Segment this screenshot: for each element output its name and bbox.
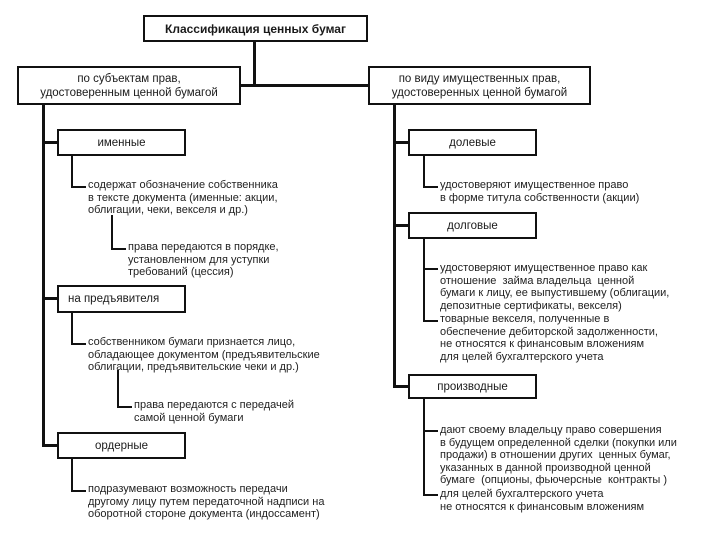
connector bbox=[111, 215, 113, 250]
connector bbox=[71, 458, 73, 492]
connector bbox=[42, 444, 58, 447]
equity-desc: удостоверяют имущественное право в форме титула собственности (акции) bbox=[440, 179, 640, 204]
connector bbox=[423, 186, 438, 188]
connector bbox=[423, 494, 438, 496]
order-desc: подразумевают возможность передачи другому лицу путем передаточной надписи на оборотной стороне документа (индоссамент) bbox=[88, 483, 325, 521]
category-bearer: на предъявителя bbox=[57, 285, 186, 313]
bearer-desc: собственником бумаги признается лицо, обладающее документом (предъявительские облигации, предъявительские чеки и др.) bbox=[88, 336, 320, 374]
category-order: ордерные bbox=[57, 432, 186, 459]
connector bbox=[117, 370, 119, 408]
left-header-box bbox=[17, 66, 241, 105]
registered-desc: содержат обозначение собственника в тексте документа (именные: акции, облигации, чеки, векселя и др.) bbox=[88, 179, 278, 217]
connector bbox=[393, 385, 409, 388]
left-trunk bbox=[42, 104, 45, 447]
connector bbox=[423, 268, 438, 270]
connector bbox=[423, 155, 425, 188]
connector bbox=[42, 141, 58, 144]
connector bbox=[423, 320, 438, 322]
left-header-line: удостоверенным ценной бумагой bbox=[40, 86, 218, 99]
category-debt: долговые bbox=[408, 212, 537, 239]
connector bbox=[71, 155, 73, 188]
derivative-desc: дают своему владельцу право совершения в будущем определенной сделки (покупки или продажи) в отношении других ценных бумаг, указанных в данной производной ценной бумаге (опционы, фьючерсные контракты ) bbox=[440, 424, 677, 487]
category-equity: долевые bbox=[408, 129, 537, 156]
title-box: Классификация ценных бумаг bbox=[143, 15, 368, 42]
registered-sub: права передаются в порядке, установленном для уступки требований (цессия) bbox=[128, 241, 279, 279]
connector bbox=[71, 490, 86, 492]
connector bbox=[71, 312, 73, 345]
bearer-sub: права передаются с передачей самой ценной бумаги bbox=[134, 399, 295, 424]
right-trunk bbox=[393, 104, 396, 388]
connector bbox=[71, 186, 86, 188]
connector bbox=[111, 248, 126, 250]
connector bbox=[117, 406, 132, 408]
connector bbox=[71, 343, 86, 345]
connector bbox=[393, 141, 409, 144]
left-header-line: по субъектам прав, bbox=[77, 72, 181, 85]
category-registered: именные bbox=[57, 129, 186, 156]
connector bbox=[42, 297, 58, 300]
debt-desc: удостоверяют имущественное право как отношение займа владельца ценной бумаги к лицу, ее выпустившему (облигации, депозитные сертификаты, векселя) bbox=[440, 262, 670, 312]
right-header-box bbox=[368, 66, 591, 105]
connector bbox=[423, 430, 438, 432]
connector bbox=[423, 238, 425, 322]
derivative-note: для целей бухгалтерского учета не относятся к финансовым вложениям bbox=[440, 488, 645, 513]
connector bbox=[253, 41, 256, 86]
debt-note: товарные векселя, полученные в обеспечение дебиторской задолженности, не относятся к финансовым вложениям для целей бухгалтерского учета bbox=[440, 313, 658, 363]
right-header-line: по виду имущественных прав, bbox=[398, 72, 561, 85]
connector bbox=[423, 398, 425, 496]
right-header-line: удостоверенных ценной бумагой bbox=[391, 86, 568, 99]
category-derivative: производные bbox=[408, 374, 537, 399]
connector bbox=[393, 224, 409, 227]
connector bbox=[240, 84, 368, 87]
